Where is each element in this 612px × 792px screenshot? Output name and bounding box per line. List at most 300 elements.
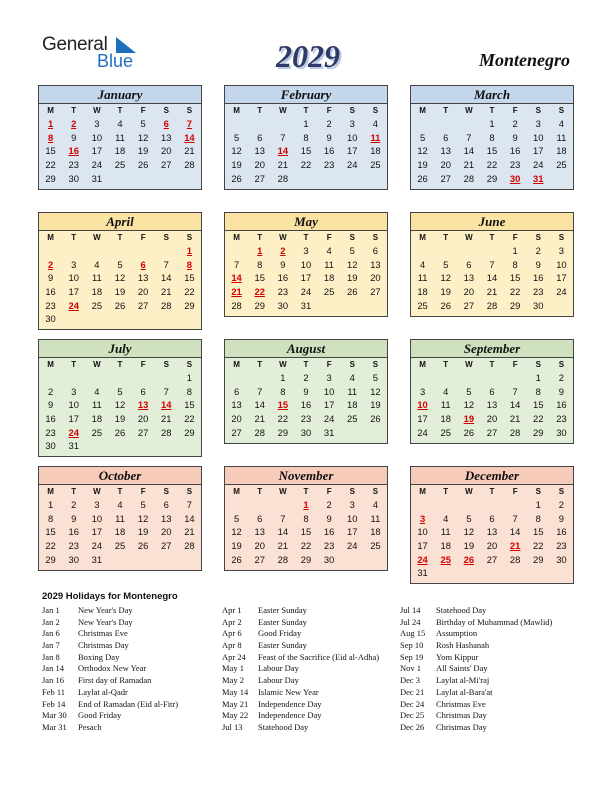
day-grid (411, 244, 573, 316)
holiday-name: Feast of the Sacrifice (Eid al-Adha) (258, 651, 380, 662)
day-cell: 21 (463, 159, 475, 171)
holiday-row (222, 652, 379, 664)
weekday-label: M (47, 233, 54, 242)
month-october (38, 466, 202, 571)
day-cell: 3 (535, 118, 541, 129)
day-cell: 25 (114, 159, 126, 171)
day-cell: 16 (277, 272, 289, 284)
empty-cell (504, 371, 527, 385)
holiday-date: Apr 1 (222, 605, 242, 615)
day-cell: 15 (184, 272, 195, 284)
empty-cell (457, 371, 480, 385)
day-cell: 18 (556, 145, 567, 157)
holiday-day-cell: 2 (47, 258, 54, 270)
day-cell: 11 (91, 272, 102, 284)
holiday-row (222, 710, 379, 722)
day-cell: 21 (161, 413, 172, 425)
weekday-label: F (512, 487, 518, 496)
weekday-label: W (93, 233, 101, 242)
day-cell: 29 (533, 426, 544, 438)
day-cell: 30 (68, 172, 79, 184)
holiday-day-cell: 24 (68, 426, 79, 438)
day-cell: 28 (231, 299, 242, 311)
day-cell: 1 (47, 499, 54, 510)
month-title: November (225, 467, 387, 485)
month-may (224, 212, 388, 317)
day-cell: 6 (489, 512, 495, 524)
month-title: February (225, 86, 387, 104)
weekday-header (225, 485, 387, 498)
holiday-name: Independence Day (258, 710, 322, 721)
day-cell: 4 (372, 118, 379, 129)
empty-cell (155, 371, 178, 385)
holiday-name: Laylat al-Qadr (78, 686, 128, 697)
day-grid (225, 371, 387, 443)
day-cell: 13 (161, 131, 172, 143)
day-cell: 5 (117, 258, 123, 270)
day-cell: 3 (303, 245, 309, 256)
weekday-label: T (443, 106, 449, 115)
weekday-label: S (372, 487, 379, 496)
weekday-label: W (465, 487, 473, 496)
holiday-date: Aug 15 (400, 628, 426, 639)
day-cell: 2 (71, 499, 77, 510)
day-cell: 17 (417, 540, 428, 552)
month-title: September (411, 340, 573, 358)
day-cell: 11 (324, 258, 334, 270)
day-cell: 7 (512, 385, 518, 397)
day-cell: 23 (277, 286, 289, 298)
day-cell: 23 (300, 413, 312, 425)
holiday-date: Feb 14 (42, 698, 66, 709)
empty-cell (411, 498, 434, 512)
day-cell: 18 (323, 272, 335, 284)
empty-cell (132, 371, 155, 385)
day-cell: 29 (300, 553, 312, 565)
day-grid (225, 117, 387, 189)
holiday-row (222, 628, 379, 640)
weekday-label: W (279, 360, 287, 369)
weekday-header (225, 358, 387, 371)
weekday-label: T (257, 487, 263, 496)
holiday-name: Christmas Day (436, 710, 487, 721)
weekday-label: T (117, 360, 123, 369)
weekday-label: T (303, 360, 309, 369)
weekday-label: F (326, 233, 332, 242)
holiday-name: Statehood Day (258, 721, 309, 732)
day-cell: 7 (163, 385, 169, 397)
day-cell: 19 (463, 540, 475, 552)
month-june (410, 212, 574, 317)
day-cell: 15 (254, 272, 265, 284)
day-cell: 25 (347, 413, 358, 425)
day-cell: 6 (257, 512, 263, 524)
day-cell: 2 (303, 372, 309, 383)
day-cell: 12 (463, 399, 475, 411)
month-november (224, 466, 388, 571)
weekday-label: S (535, 106, 541, 115)
day-cell: 4 (443, 385, 449, 397)
day-cell: 6 (163, 499, 169, 510)
weekday-label: W (279, 106, 287, 115)
holiday-date: Sep 19 (400, 651, 424, 662)
day-cell: 17 (91, 526, 103, 538)
holiday-day-cell: 1 (303, 499, 309, 510)
day-cell: 23 (68, 540, 79, 552)
day-grid (39, 498, 201, 570)
day-cell: 27 (486, 426, 498, 438)
day-cell: 24 (417, 426, 428, 438)
day-cell: 20 (486, 413, 498, 425)
day-cell: 13 (486, 399, 498, 411)
empty-cell (85, 244, 108, 258)
holiday-name: All Saints' Day (436, 663, 488, 674)
day-cell: 27 (137, 426, 149, 438)
empty-cell (434, 244, 457, 258)
holiday-day-cell: 25 (440, 553, 451, 565)
day-cell: 10 (91, 131, 103, 143)
weekday-label: S (163, 487, 169, 496)
weekday-label: M (419, 106, 426, 115)
holiday-row (42, 710, 178, 722)
empty-cell (411, 371, 434, 385)
weekday-label: F (140, 233, 146, 242)
day-cell: 19 (347, 272, 358, 284)
weekday-label: T (71, 233, 77, 242)
day-cell: 29 (254, 299, 265, 311)
holiday-row (42, 699, 178, 711)
day-cell: 22 (184, 286, 195, 298)
weekday-header (411, 104, 573, 117)
holiday-date: Jul 14 (400, 605, 421, 615)
day-cell: 16 (323, 145, 335, 157)
day-cell: 27 (161, 159, 172, 171)
weekday-label: S (186, 487, 193, 496)
day-cell: 13 (440, 145, 451, 157)
day-cell: 21 (184, 145, 195, 157)
day-cell: 9 (326, 131, 332, 143)
day-cell: 8 (186, 385, 193, 397)
holiday-name: Assumption (436, 628, 478, 639)
day-cell: 28 (463, 172, 475, 184)
day-cell: 3 (94, 118, 100, 129)
day-cell: 18 (440, 540, 451, 552)
weekday-label: T (303, 233, 309, 242)
holiday-date: Nov 1 (400, 663, 422, 674)
day-cell: 27 (370, 286, 381, 298)
day-grid (39, 371, 201, 456)
day-cell: 3 (349, 499, 355, 510)
day-cell: 6 (466, 258, 472, 270)
holiday-row (42, 663, 178, 675)
month-title: July (39, 340, 201, 358)
day-grid (225, 498, 387, 570)
weekday-label: S (186, 233, 193, 242)
day-cell: 31 (300, 299, 312, 311)
empty-cell (411, 117, 434, 131)
month-september (410, 339, 574, 444)
weekday-label: S (535, 487, 541, 496)
day-cell: 26 (231, 553, 242, 565)
weekday-label: S (163, 106, 169, 115)
day-cell: 17 (556, 272, 567, 284)
day-cell: 3 (94, 499, 100, 510)
holiday-row (42, 675, 178, 687)
weekday-header (39, 358, 201, 371)
day-cell: 6 (443, 131, 449, 143)
weekday-label: T (257, 233, 263, 242)
logo-text-blue: Blue (97, 51, 134, 71)
holiday-row (400, 675, 552, 687)
holiday-name: Christmas Eve (78, 628, 128, 639)
day-cell: 7 (466, 131, 472, 143)
day-cell: 25 (417, 299, 428, 311)
day-cell: 31 (91, 172, 103, 184)
day-cell: 23 (323, 540, 335, 552)
day-cell: 27 (486, 553, 498, 565)
day-cell: 9 (280, 258, 286, 270)
day-cell: 17 (91, 145, 103, 157)
empty-cell (480, 244, 503, 258)
day-cell: 13 (486, 526, 498, 538)
month-title: June (411, 213, 573, 231)
holiday-date: Dec 3 (400, 675, 421, 686)
holidays-column (42, 605, 178, 734)
weekday-label: S (558, 233, 565, 242)
day-cell: 17 (533, 145, 544, 157)
day-cell: 25 (556, 159, 567, 171)
day-cell: 22 (277, 413, 289, 425)
day-cell: 2 (326, 499, 332, 510)
weekday-label: S (558, 487, 565, 496)
day-cell: 23 (323, 159, 335, 171)
day-cell: 8 (535, 385, 541, 397)
empty-cell (457, 117, 480, 131)
empty-cell (248, 117, 271, 131)
day-cell: 3 (71, 385, 77, 397)
day-cell: 21 (509, 413, 521, 425)
day-cell: 27 (137, 299, 149, 311)
weekday-label: T (489, 233, 495, 242)
weekday-label: M (233, 360, 240, 369)
holiday-date: Dec 21 (400, 686, 425, 697)
day-cell: 13 (254, 145, 265, 157)
day-cell: 12 (231, 145, 242, 157)
month-title: May (225, 213, 387, 231)
empty-cell (225, 498, 248, 512)
day-cell: 13 (370, 258, 381, 270)
day-cell: 11 (347, 385, 358, 397)
day-cell: 29 (184, 299, 195, 311)
day-cell: 23 (556, 413, 567, 425)
day-cell: 26 (137, 540, 149, 552)
holiday-day-cell: 15 (277, 399, 289, 411)
empty-cell (480, 371, 503, 385)
holiday-row (42, 640, 178, 652)
empty-cell (504, 498, 527, 512)
day-cell: 12 (114, 399, 126, 411)
day-cell: 22 (300, 159, 312, 171)
holiday-name: Christmas Day (436, 721, 487, 732)
day-cell: 15 (533, 526, 544, 538)
day-cell: 18 (417, 286, 428, 298)
day-cell: 16 (533, 272, 544, 284)
day-cell: 28 (161, 299, 172, 311)
day-cell: 18 (370, 526, 381, 538)
day-cell: 3 (558, 245, 565, 256)
day-cell: 4 (117, 118, 123, 129)
day-cell: 31 (323, 426, 335, 438)
day-grid (411, 371, 573, 443)
holiday-name: Orthodox New Year (78, 663, 147, 674)
day-cell: 25 (323, 286, 335, 298)
day-grid (411, 498, 573, 583)
day-cell: 11 (115, 512, 125, 524)
day-cell: 29 (184, 426, 195, 438)
day-cell: 28 (509, 553, 521, 565)
empty-cell (434, 117, 457, 131)
day-cell: 18 (91, 413, 103, 425)
day-cell: 23 (533, 286, 544, 298)
day-cell: 8 (512, 258, 518, 270)
holiday-day-cell: 19 (463, 413, 475, 425)
country-name: Montenegro (478, 50, 570, 70)
day-cell: 9 (47, 272, 54, 284)
day-cell: 18 (114, 526, 126, 538)
day-cell: 17 (300, 272, 312, 284)
day-cell: 15 (509, 272, 521, 284)
day-cell: 7 (512, 512, 518, 524)
holiday-day-cell: 16 (68, 145, 79, 157)
day-cell: 13 (254, 526, 265, 538)
month-title: October (39, 467, 201, 485)
day-cell: 12 (347, 258, 358, 270)
holiday-day-cell: 24 (68, 299, 79, 311)
day-cell: 23 (68, 159, 79, 171)
holiday-day-cell: 11 (370, 131, 381, 143)
weekday-header (39, 104, 201, 117)
month-march (410, 85, 574, 190)
day-cell: 6 (140, 385, 146, 397)
day-cell: 13 (231, 399, 242, 411)
day-cell: 19 (231, 159, 242, 171)
holiday-name: Good Friday (258, 628, 302, 639)
day-cell: 5 (372, 372, 379, 383)
day-cell: 14 (509, 526, 521, 538)
weekday-label: M (419, 360, 426, 369)
day-cell: 19 (137, 145, 149, 157)
day-cell: 26 (114, 299, 126, 311)
holiday-day-cell: 6 (163, 118, 169, 129)
holiday-date: Mar 30 (42, 710, 67, 721)
day-cell: 28 (184, 540, 195, 552)
holiday-name: Statehood Day (436, 605, 487, 615)
day-cell: 20 (137, 286, 149, 298)
holiday-row (400, 687, 552, 699)
day-cell: 20 (463, 286, 475, 298)
empty-cell (248, 371, 271, 385)
holiday-day-cell: 30 (509, 172, 521, 184)
holiday-name: End of Ramadan (Eid al-Fitr) (78, 698, 179, 709)
holiday-name: Laylat al-Mi'raj (436, 675, 490, 686)
weekday-label: S (558, 106, 565, 115)
day-cell: 31 (417, 567, 428, 579)
day-cell: 26 (417, 172, 428, 184)
day-cell: 10 (91, 512, 103, 524)
holidays-column (400, 605, 552, 734)
day-cell: 5 (233, 512, 240, 524)
weekday-header (411, 485, 573, 498)
day-cell: 2 (326, 118, 332, 129)
day-cell: 25 (114, 540, 126, 552)
day-cell: 2 (558, 372, 565, 383)
day-cell: 28 (509, 426, 521, 438)
weekday-label: W (93, 487, 101, 496)
day-cell: 23 (45, 426, 56, 438)
holiday-day-cell: 1 (257, 245, 263, 256)
day-cell: 1 (280, 372, 286, 383)
day-cell: 4 (372, 499, 379, 510)
day-cell: 6 (233, 385, 240, 397)
day-grid (39, 244, 201, 329)
day-cell: 7 (186, 499, 193, 510)
day-cell: 19 (370, 399, 381, 411)
day-cell: 16 (300, 399, 312, 411)
day-cell: 21 (254, 413, 265, 425)
day-cell: 8 (489, 131, 495, 143)
weekday-label: F (512, 233, 518, 242)
holiday-day-cell: 1 (186, 245, 193, 256)
day-cell: 10 (533, 131, 544, 143)
weekday-label: F (326, 487, 332, 496)
holiday-day-cell: 21 (231, 286, 242, 298)
calendar-year: 2029 (276, 38, 340, 74)
weekday-label: T (71, 360, 77, 369)
day-cell: 22 (45, 159, 56, 171)
holiday-date: May 2 (222, 675, 244, 686)
day-cell: 22 (509, 286, 521, 298)
holiday-day-cell: 1 (47, 118, 54, 129)
empty-cell (457, 498, 480, 512)
day-cell: 15 (45, 526, 56, 538)
day-cell: 8 (303, 131, 309, 143)
weekday-label: S (186, 360, 193, 369)
holiday-day-cell: 22 (254, 286, 265, 298)
weekday-header (39, 485, 201, 498)
empty-cell (155, 244, 178, 258)
day-cell: 12 (370, 385, 381, 397)
empty-cell (85, 371, 108, 385)
logo-text-general: General (42, 34, 108, 55)
weekday-label: T (71, 106, 77, 115)
day-cell: 30 (277, 299, 289, 311)
day-cell: 4 (326, 245, 332, 256)
day-cell: 18 (440, 413, 451, 425)
empty-cell (271, 117, 294, 131)
weekday-label: W (465, 106, 473, 115)
day-cell: 16 (556, 399, 567, 411)
weekday-label: S (349, 106, 355, 115)
day-cell: 19 (231, 540, 242, 552)
weekday-label: S (372, 233, 379, 242)
day-cell: 22 (533, 540, 544, 552)
day-cell: 6 (489, 385, 495, 397)
day-cell: 23 (556, 540, 567, 552)
day-cell: 26 (114, 426, 126, 438)
holiday-date: Mar 31 (42, 721, 67, 732)
day-cell: 29 (45, 553, 56, 565)
day-cell: 12 (440, 272, 451, 284)
